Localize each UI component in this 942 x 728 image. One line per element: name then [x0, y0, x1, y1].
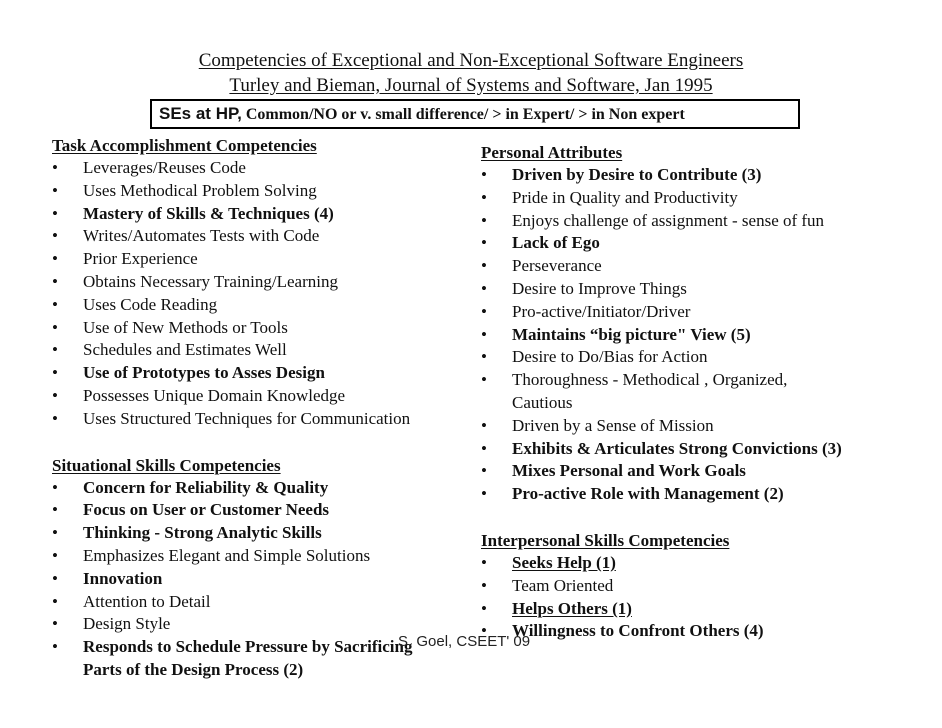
legend-box: [150, 99, 800, 129]
section-gap: [481, 506, 901, 529]
legend-prefix: SEs at HP,: [159, 104, 242, 123]
title-line-1: Competencies of Exceptional and Non-Exceptional Software Engineers: [198, 50, 744, 71]
list-item: • Lack of Ego: [481, 232, 901, 255]
list-item: • Desire to Do/Bias for Action: [481, 346, 901, 369]
interpersonal-heading: Interpersonal Skills Competencies: [481, 530, 730, 550]
list-item-text: Seeks Help (1): [512, 552, 616, 572]
right-column: [481, 141, 901, 643]
list-item: [481, 552, 901, 575]
list-item: • Possesses Unique Domain Knowledge: [52, 385, 462, 408]
list-item: • Focus on User or Customer Needs: [52, 499, 462, 522]
list-item: • Mastery of Skills & Techniques (4): [52, 203, 462, 226]
list-item: • Prior Experience: [52, 248, 462, 271]
title-line-2: Turley and Bieman, Journal of Systems and Software, Jan 1995: [229, 75, 713, 96]
left-column: [52, 134, 462, 682]
list-item: • Perseverance: [481, 255, 901, 278]
list-item: • Pro-active Role with Management (2): [481, 483, 901, 506]
list-item: • Writes/Automates Tests with Code: [52, 225, 462, 248]
list-item: • Uses Structured Techniques for Communication: [52, 408, 462, 431]
list-item: • Pro-active/Initiator/Driver: [481, 301, 901, 324]
list-item: • Attention to Detail: [52, 591, 462, 614]
list-item: • Use of New Methods or Tools: [52, 317, 462, 340]
list-item: • Team Oriented: [481, 575, 901, 598]
personal-heading: Personal Attributes: [481, 143, 623, 162]
list-item-continuation: [52, 659, 462, 682]
list-item: • Exhibits & Articulates Strong Convictions (3): [481, 438, 901, 461]
section-gap: [52, 431, 462, 454]
list-item: • Maintains “big picture" View (5): [481, 324, 901, 347]
list-item-continuation-text: Cautious: [512, 392, 573, 412]
list-item: • Thoroughness - Methodical , Organized,: [481, 369, 901, 392]
list-item: • Emphasizes Elegant and Simple Solutions: [52, 545, 462, 568]
list-item: • Uses Code Reading: [52, 294, 462, 317]
list-item: • Enjoys challenge of assignment - sense of fun: [481, 210, 901, 233]
list-item: • Thinking - Strong Analytic Skills: [52, 522, 462, 545]
list-item: [481, 598, 901, 621]
list-item: • Mixes Personal and Work Goals: [481, 460, 901, 483]
list-item: • Uses Methodical Problem Solving: [52, 180, 462, 203]
situational-heading: Situational Skills Competencies: [52, 455, 281, 475]
list-item: • Willingness to Confront Others (4): [481, 620, 901, 643]
list-item: • Design Style: [52, 613, 462, 636]
list-item: • Schedules and Estimates Well: [52, 339, 462, 362]
list-item: • Pride in Quality and Productivity: [481, 187, 901, 210]
list-item: • Use of Prototypes to Asses Design: [52, 362, 462, 385]
list-item-text: Helps Others (1): [512, 598, 632, 618]
list-item: • Concern for Reliability & Quality: [52, 477, 462, 500]
list-item: • Obtains Necessary Training/Learning: [52, 271, 462, 294]
list-item: • Innovation: [52, 568, 462, 591]
task-heading: Task Accomplishment Competencies: [52, 136, 317, 155]
list-item: • Driven by a Sense of Mission: [481, 415, 901, 438]
footer-credit: S. Goel, CSEET' 09: [398, 633, 531, 650]
list-item: • Responds to Schedule Pressure by Sacrificing: [52, 636, 462, 659]
list-item-continuation: [481, 392, 901, 415]
list-item: • Driven by Desire to Contribute (3): [481, 164, 901, 187]
list-item: • Desire to Improve Things: [481, 278, 901, 301]
legend-text: Common/NO or v. small difference/ > in Expert/ > in Non expert: [245, 106, 685, 123]
list-item-continuation-text: Parts of the Design Process (2): [83, 659, 304, 679]
list-item: • Leverages/Reuses Code: [52, 157, 462, 180]
